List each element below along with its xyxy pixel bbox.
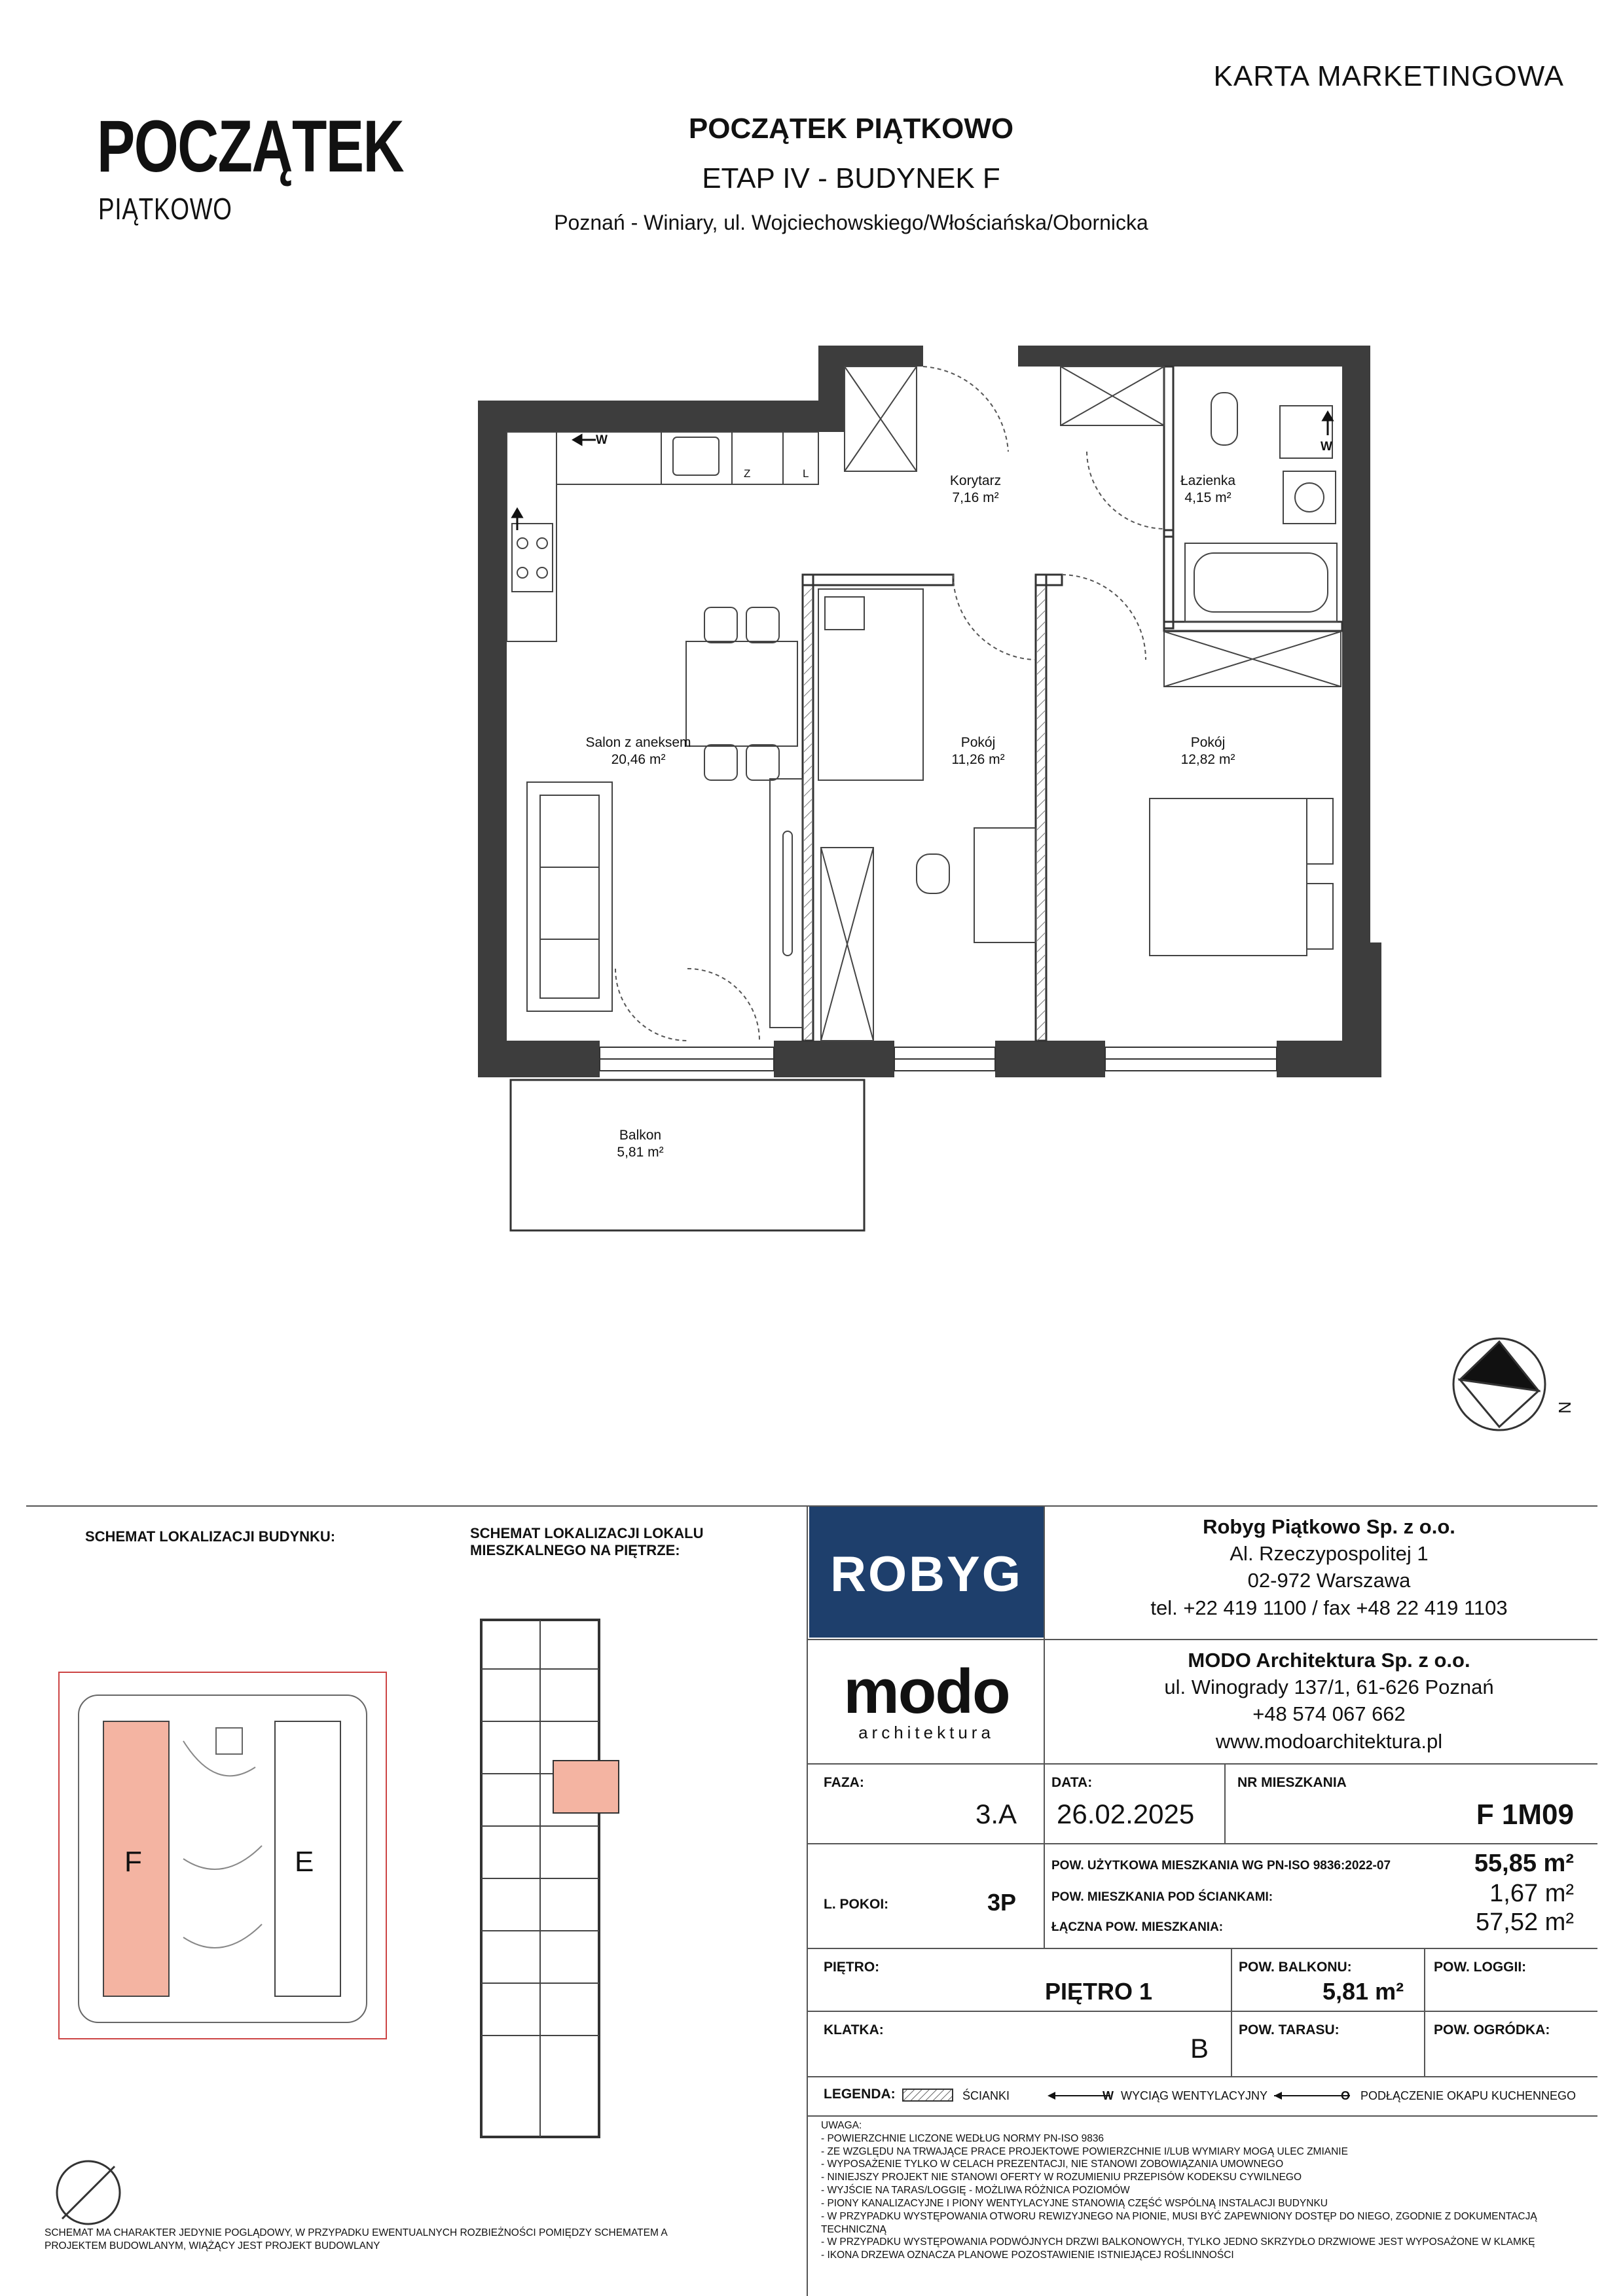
stage-title: ETAP IV - BUDYNEK F bbox=[702, 162, 1000, 194]
balkon-label: POW. BALKONU: bbox=[1239, 1960, 1352, 1975]
data-label: DATA: bbox=[1051, 1775, 1093, 1790]
klatka-value: B bbox=[1190, 2033, 1209, 2064]
compass-north-label: N bbox=[1554, 1401, 1575, 1414]
klatka-label: KLATKA: bbox=[824, 2022, 884, 2037]
faza-label: FAZA: bbox=[824, 1775, 864, 1790]
room-balkon: Balkon 5,81 m² bbox=[617, 1128, 664, 1160]
scheme-disclaimer: SCHEMAT MA CHARAKTER JEDYNIE POGLĄDOWY, W PRZYPADKU EWENTUALNYCH ROZBIEŻNOŚCI POMIĘDZY SCHEMATEM A PROJEKTEM BUDOWLANYM, WIĄŻĄCY JEST PROJEKT BUDOWLANY bbox=[45, 2227, 668, 2251]
document-type: KARTA MARKETINGOWA bbox=[1213, 60, 1564, 92]
dishwasher-mark: L bbox=[803, 467, 809, 480]
kitchen bbox=[507, 432, 818, 641]
legend-scianki: ŚCIANKI bbox=[962, 2089, 1010, 2102]
architect-info: MODO Architektura Sp. z o.o. ul. Winogrady 137/1, 61-626 Poznań +48 574 067 662 www.modoarchitektura.pl bbox=[1164, 1649, 1494, 1753]
room-salon: Salon z aneksem 20,46 m² bbox=[585, 735, 691, 768]
floor-location-scheme bbox=[478, 1617, 629, 2140]
room1-furniture bbox=[818, 589, 1036, 1041]
notes-list: UWAGA: - POWIERZCHNIE LICZONE WEDŁUG NORMY PN-ISO 9836 - ZE WZGLĘDU NA TRWAJĄCE PRACE PROJEKTOWE POWIERZCHNIE I/LUB WYMIARY MOGĄ ULEC ZMIANIE - WYPOSAŻENIE TYLKO W CELACH PREZENTACJI, NIE STANOWI ZOBOWIĄZANIA UMOWNEGO - NINIEJSZY PROJEKT NIE STANOWI OFERTY W ROZUMIENIU PRZEPISÓW KODEKSU CYWILNEGO - WYJŚCIE NA TARAS/LOGGIĘ - MOŻLIWA RÓŻNICA POZIOMÓW - PIONY KANALIZACYJNE I PIONY WENTYLACYJNE STANOWIĄ CZĘŚĆ WSPÓLNĄ INSTALACJI BUDYNKU - W PRZYPADKU WYSTĘPOWANIA OTWORU REWIZYJNEGO NA PIONIE, MUSI BYĆ ZAPEWNIONY DOSTĘP DO NIEGO, ZGODNIE Z DOKUMENTACJĄ TECHNICZNĄ - W PRZYPADKU WYSTĘPOWANIA PODWÓJNYCH DRZWI BALKONOWYCH, TYLKO JEDNO SKRZYDŁO DRZWIOWE JEST WYPOSAŻONE W KLAMKĘ - IKONA DRZEWA OZNACZA PLANOWE POZOSTAWIENIE ISTNIEJĄCEJ ROŚLINNOŚCI bbox=[821, 2120, 1537, 2261]
vent-mark-bathroom: W bbox=[1321, 440, 1332, 454]
pietro-value: PIĘTRO 1 bbox=[1045, 1978, 1153, 2005]
scheme-compass-icon bbox=[49, 2153, 128, 2232]
modo-logo: modo bbox=[843, 1657, 1010, 1727]
ogrodek-label: POW. OGRÓDKA: bbox=[1434, 2022, 1550, 2037]
project-logo: POCZĄTEK bbox=[97, 105, 403, 187]
loggia-label: POW. LOGGII: bbox=[1434, 1960, 1527, 1975]
project-title: POCZĄTEK PIĄTKOWO bbox=[688, 113, 1014, 145]
balkon-value: 5,81 m² bbox=[1322, 1978, 1404, 2005]
modo-logo-sub: architektura bbox=[858, 1723, 994, 1742]
developer-info: Robyg Piątkowo Sp. z o.o. Al. Rzeczypospolitej 1 02-972 Warszawa tel. +22 419 1100 / fax +48 22 419 1103 bbox=[1150, 1515, 1508, 1619]
legend-okap-mark: O bbox=[1341, 2089, 1351, 2102]
project-address: Poznań - Winiary, ul. Wojciechowskiego/Włościańska/Obornicka bbox=[554, 211, 1148, 234]
taras-label: POW. TARASU: bbox=[1239, 2022, 1340, 2037]
panel-vertical-divider bbox=[807, 1505, 808, 2296]
pokoi-label: L. POKOI: bbox=[824, 1897, 889, 1912]
room-pokoj-1: Pokój 11,26 m² bbox=[951, 735, 1005, 768]
floor-scheme-title-2: MIESZKALNEGO NA PIĘTRZE: bbox=[470, 1542, 680, 1558]
windows bbox=[600, 1047, 1277, 1071]
room-pokoj-2: Pokój 12,82 m² bbox=[1180, 735, 1235, 768]
faza-value: 3.A bbox=[976, 1799, 1017, 1829]
pow-scianki-value: 1,67 m² bbox=[1489, 1880, 1574, 1907]
data-value: 26.02.2025 bbox=[1057, 1799, 1195, 1829]
legend-okap: PODŁĄCZENIE OKAPU KUCHENNEGO bbox=[1360, 2089, 1577, 2102]
fridge-mark: Z bbox=[744, 467, 751, 480]
room2-furniture bbox=[1150, 632, 1341, 956]
room-korytarz: Korytarz 7,16 m² bbox=[949, 473, 1002, 506]
robyg-logo: ROBYG bbox=[830, 1547, 1023, 1602]
building-location-scheme bbox=[52, 1662, 406, 2055]
floor-scheme-title-1: SCHEMAT LOKALIZACJI LOKALU bbox=[470, 1525, 704, 1541]
interior-walls bbox=[803, 367, 1342, 1041]
compass bbox=[1453, 1338, 1545, 1430]
pietro-label: PIĘTRO: bbox=[824, 1960, 880, 1975]
building-scheme-title: SCHEMAT LOKALIZACJI BUDYNKU: bbox=[85, 1528, 336, 1545]
pow-scianki-label: POW. MIESZKANIA POD ŚCIANKAMI: bbox=[1051, 1890, 1273, 1904]
legend-scianki-swatch bbox=[902, 2087, 955, 2104]
sofa bbox=[527, 779, 803, 1028]
nr-label: NR MIESZKANIA bbox=[1237, 1775, 1347, 1790]
legend-wyciag-mark: W bbox=[1103, 2089, 1114, 2102]
pow-uzytkowa-label: POW. UŻYTKOWA MIESZKANIA WG PN-ISO 9836:2022-07 bbox=[1051, 1859, 1391, 1873]
legend-wyciag: WYCIĄG WENTYLACYJNY bbox=[1121, 2089, 1268, 2102]
nr-value: F 1M09 bbox=[1476, 1799, 1574, 1831]
pokoi-value: 3P bbox=[987, 1889, 1017, 1916]
vent-mark-kitchen: W bbox=[596, 433, 608, 447]
doors bbox=[615, 367, 1164, 1041]
room-lazienka: Łazienka 4,15 m² bbox=[1180, 473, 1236, 506]
pow-laczna-label: ŁĄCZNA POW. MIESZKANIA: bbox=[1051, 1920, 1224, 1934]
pow-laczna-value: 57,52 m² bbox=[1476, 1909, 1574, 1936]
pow-uzytkowa-value: 55,85 m² bbox=[1474, 1850, 1574, 1877]
exterior-walls bbox=[478, 346, 1381, 1077]
legend-title: LEGENDA: bbox=[824, 2087, 896, 2102]
building-e-label: E bbox=[295, 1846, 314, 1878]
project-logo-sub: PIĄTKOWO bbox=[98, 192, 232, 226]
building-f-label: F bbox=[124, 1846, 142, 1878]
